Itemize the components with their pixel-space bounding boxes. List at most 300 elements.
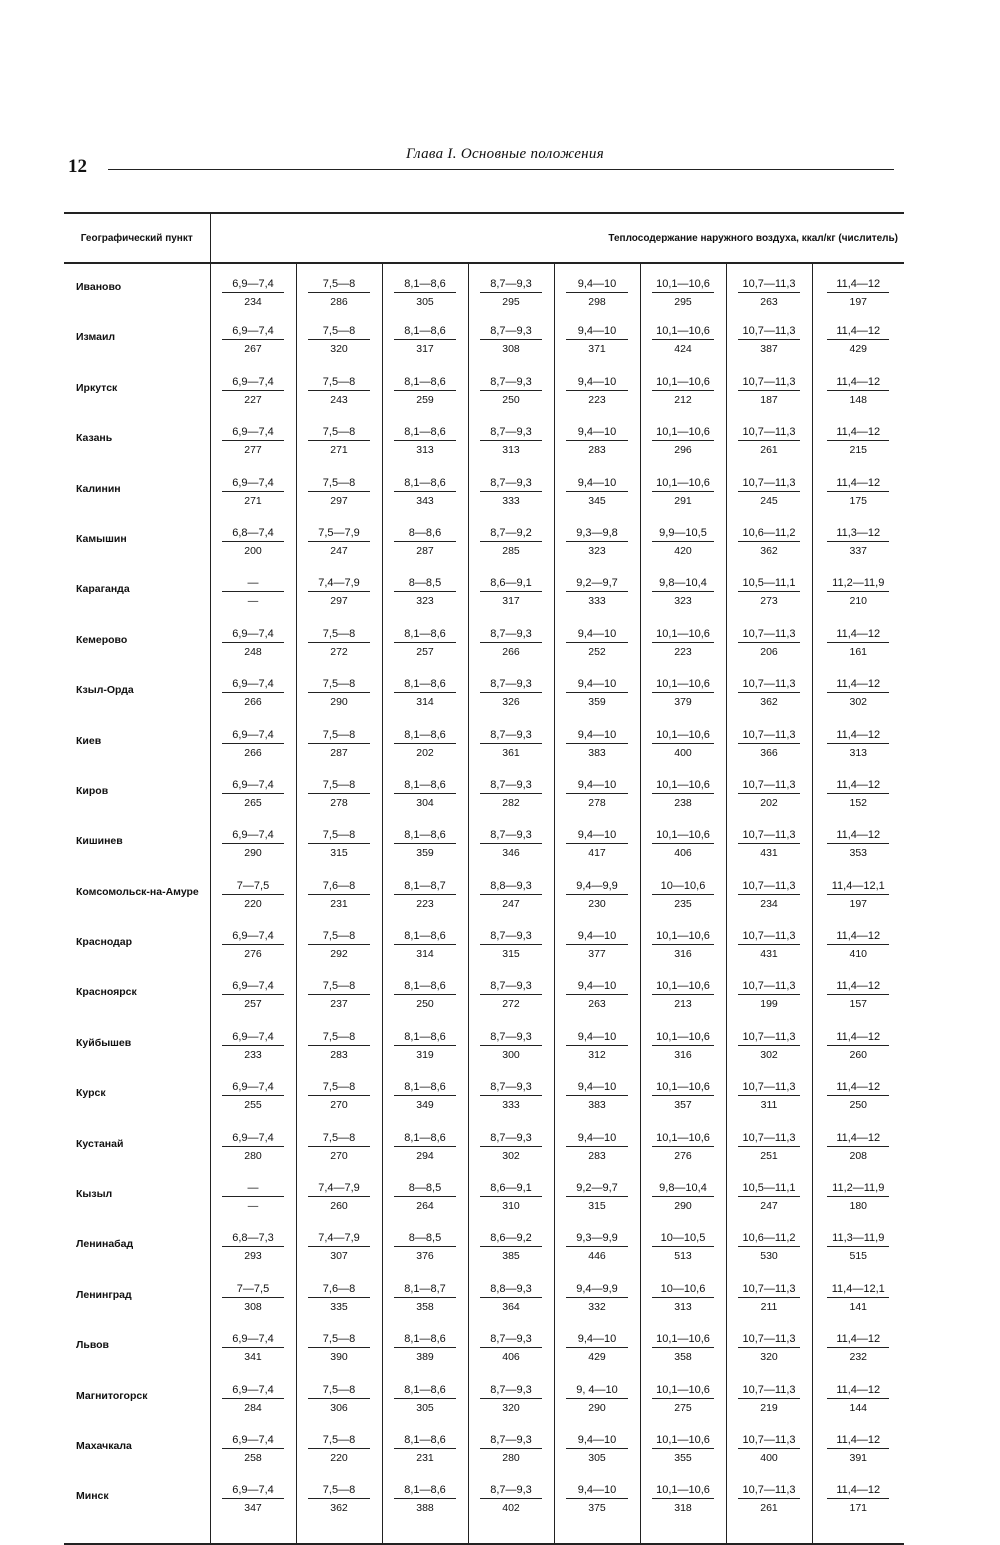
enthalpy-range: 6,9—7,4	[222, 1080, 284, 1096]
fraction	[827, 324, 889, 356]
hours-count: 362	[330, 1502, 348, 1515]
enthalpy-range: 10,7—11,3	[738, 1030, 800, 1046]
fraction	[394, 979, 456, 1011]
hours-count: 259	[416, 393, 434, 406]
place-name: Киев	[76, 734, 102, 747]
value-cell	[554, 723, 640, 773]
enthalpy-range: 8,1—8,7	[394, 1282, 456, 1298]
fraction	[394, 778, 456, 810]
hours-count: 266	[244, 746, 262, 759]
fraction	[566, 627, 628, 659]
enthalpy-range: 8,7—9,3	[480, 1131, 542, 1147]
fraction	[827, 979, 889, 1011]
value-cell	[468, 672, 554, 722]
enthalpy-range: 7,5—8	[308, 1483, 370, 1499]
hours-count: 275	[674, 1401, 692, 1414]
hours-count: 206	[760, 645, 778, 658]
enthalpy-range: 10,7—11,3	[738, 728, 800, 744]
value-cell	[210, 924, 296, 974]
value-cell	[468, 1478, 554, 1544]
enthalpy-range: 8,1—8,6	[394, 627, 456, 643]
fraction	[394, 677, 456, 709]
hours-count: 298	[588, 296, 606, 308]
fraction	[566, 526, 628, 558]
enthalpy-range: 6,9—7,4	[222, 1131, 284, 1147]
fraction	[566, 1282, 628, 1314]
fraction	[738, 1231, 800, 1263]
fraction	[308, 1483, 370, 1515]
value-cell	[726, 420, 812, 470]
enthalpy-range: 11,4—12	[827, 979, 889, 995]
hours-count: 197	[849, 296, 868, 308]
enthalpy-range: 8,8—9,3	[480, 879, 542, 895]
value-cell	[468, 773, 554, 823]
fraction	[566, 828, 628, 860]
table-row	[64, 773, 904, 823]
hours-count: 295	[674, 296, 692, 308]
value-cell	[640, 1226, 726, 1276]
value-cell	[726, 723, 812, 773]
hours-count: 202	[416, 746, 434, 759]
fraction	[827, 677, 889, 709]
fraction	[222, 576, 284, 608]
enthalpy-range: 10,7—11,3	[738, 1483, 800, 1499]
fraction	[480, 1231, 542, 1263]
fraction	[222, 929, 284, 961]
enthalpy-range: 7,5—8	[308, 425, 370, 441]
fraction	[480, 929, 542, 961]
fraction	[827, 778, 889, 810]
fraction	[566, 425, 628, 457]
hours-count: 305	[416, 296, 434, 308]
value-cell	[554, 521, 640, 571]
hours-count: 313	[849, 746, 868, 759]
fraction	[308, 375, 370, 407]
hours-count: 347	[244, 1502, 262, 1515]
fraction	[738, 1433, 800, 1465]
fraction	[222, 324, 284, 356]
hours-count: 144	[849, 1401, 868, 1414]
value-cell	[812, 1428, 904, 1478]
value-cell	[296, 874, 382, 924]
fraction	[222, 526, 284, 558]
hours-count: 313	[416, 444, 434, 457]
value-cell	[468, 319, 554, 369]
value-cell	[554, 974, 640, 1024]
hours-count: 311	[760, 1099, 778, 1112]
value-cell	[554, 319, 640, 369]
table-row	[64, 571, 904, 621]
enthalpy-range: 11,4—12	[827, 1483, 889, 1499]
fraction	[222, 1282, 284, 1314]
enthalpy-range: 6,9—7,4	[222, 778, 284, 794]
value-cell	[640, 571, 726, 621]
enthalpy-range: 8,7—9,3	[480, 1030, 542, 1046]
enthalpy-range: 11,4—12	[827, 929, 889, 945]
hours-count: 223	[588, 393, 606, 406]
enthalpy-range: 8,8—9,3	[480, 1282, 542, 1298]
fraction	[738, 1131, 800, 1163]
hours-count: 362	[760, 544, 778, 557]
enthalpy-range: 10—10,6	[652, 879, 714, 895]
enthalpy-range: 8,1—8,6	[394, 1433, 456, 1449]
hours-count: 317	[502, 595, 520, 608]
fraction	[738, 425, 800, 457]
enthalpy-range: 11,4—12	[827, 1080, 889, 1096]
hours-count: 277	[244, 444, 262, 457]
value-cell	[726, 263, 812, 319]
hours-count: 304	[416, 796, 434, 809]
fraction	[738, 576, 800, 608]
value-cell	[210, 622, 296, 672]
enthalpy-range: 6,9—7,4	[222, 1433, 284, 1449]
hours-count: 420	[674, 544, 692, 557]
fraction	[652, 277, 714, 309]
enthalpy-range: 9,2—9,7	[566, 1181, 628, 1197]
enthalpy-range: 10,1—10,6	[652, 1483, 714, 1499]
enthalpy-range: 9,2—9,7	[566, 576, 628, 592]
hours-count: 248	[244, 645, 262, 658]
hours-count: 315	[330, 847, 348, 860]
fraction	[222, 778, 284, 810]
value-cell	[554, 1025, 640, 1075]
hours-count: 406	[674, 847, 692, 860]
table-row	[64, 370, 904, 420]
enthalpy-range: 6,9—7,4	[222, 1383, 284, 1399]
hours-count: 271	[330, 444, 348, 457]
hours-count: 295	[502, 296, 520, 308]
hours-count: 260	[849, 1048, 868, 1061]
fraction	[308, 324, 370, 356]
fraction	[480, 728, 542, 760]
hours-count: 291	[674, 494, 692, 507]
value-cell	[726, 1075, 812, 1125]
table-row	[64, 420, 904, 470]
hours-count: 283	[330, 1048, 348, 1061]
enthalpy-range: 6,9—7,4	[222, 1030, 284, 1046]
fraction	[566, 728, 628, 760]
hours-count: 171	[849, 1502, 868, 1515]
value-cell	[210, 1327, 296, 1377]
value-cell	[468, 924, 554, 974]
place-name: Краснодар	[76, 936, 133, 949]
hours-count: 385	[502, 1250, 520, 1263]
enthalpy-range: 6,9—7,4	[222, 728, 284, 744]
fraction	[308, 728, 370, 760]
fraction	[394, 576, 456, 608]
fraction	[394, 1231, 456, 1263]
fraction	[566, 1433, 628, 1465]
fraction	[827, 476, 889, 508]
hours-count: 180	[849, 1200, 868, 1213]
hours-count: 515	[849, 1250, 868, 1263]
value-cell	[726, 1126, 812, 1176]
value-cell	[210, 521, 296, 571]
hours-count: 417	[588, 847, 606, 860]
enthalpy-range: 8,1—8,6	[394, 979, 456, 995]
enthalpy-table	[64, 212, 904, 1545]
value-cell	[296, 1478, 382, 1544]
fraction	[738, 778, 800, 810]
enthalpy-range: 8,7—9,3	[480, 375, 542, 391]
value-cell	[468, 723, 554, 773]
hours-count: 252	[588, 645, 606, 658]
hours-count: 358	[674, 1351, 692, 1364]
hours-count: 270	[330, 1149, 348, 1162]
fraction	[738, 677, 800, 709]
value-cell	[726, 1226, 812, 1276]
enthalpy-range: 10,7—11,3	[738, 476, 800, 492]
table-row	[64, 1428, 904, 1478]
fraction	[222, 828, 284, 860]
value-cell	[640, 974, 726, 1024]
value-cell	[640, 1327, 726, 1377]
enthalpy-range: 11,4—12	[827, 627, 889, 643]
fraction	[738, 627, 800, 659]
fraction	[566, 778, 628, 810]
fraction	[394, 277, 456, 309]
value-cell	[812, 1226, 904, 1276]
hours-count: 202	[760, 796, 778, 809]
enthalpy-range: 10,7—11,3	[738, 1383, 800, 1399]
hours-count: 270	[330, 1099, 348, 1112]
hours-count: 362	[760, 696, 778, 709]
fraction	[222, 425, 284, 457]
fraction	[566, 879, 628, 911]
hours-count: 402	[502, 1502, 520, 1515]
value-cell	[812, 874, 904, 924]
enthalpy-range: 10,1—10,6	[652, 929, 714, 945]
enthalpy-range: 10,1—10,6	[652, 1383, 714, 1399]
value-cell	[640, 370, 726, 420]
value-cell	[554, 420, 640, 470]
value-cell	[382, 1428, 468, 1478]
value-cell	[382, 672, 468, 722]
place-column-header: Географический пункт	[64, 213, 210, 263]
hours-count: 390	[330, 1351, 348, 1364]
table-row	[64, 672, 904, 722]
value-cell	[554, 622, 640, 672]
hours-count: 287	[330, 746, 348, 759]
fraction	[394, 324, 456, 356]
fraction	[738, 728, 800, 760]
fraction	[738, 476, 800, 508]
fraction	[480, 1030, 542, 1062]
header-rule	[108, 169, 894, 170]
enthalpy-range: 8,1—8,6	[394, 425, 456, 441]
fraction	[738, 324, 800, 356]
value-cell	[468, 874, 554, 924]
hours-count: 294	[416, 1149, 434, 1162]
place-name: Измаил	[76, 331, 116, 344]
fraction	[308, 425, 370, 457]
enthalpy-range: 10,1—10,6	[652, 828, 714, 844]
fraction	[308, 828, 370, 860]
hours-count: 231	[416, 1451, 434, 1464]
value-cell	[726, 571, 812, 621]
value-cell	[554, 1226, 640, 1276]
enthalpy-range: 8,1—8,6	[394, 1080, 456, 1096]
fraction	[480, 1080, 542, 1112]
hours-count: 297	[330, 494, 348, 507]
hours-count: 353	[849, 847, 868, 860]
hours-count: 227	[244, 393, 262, 406]
hours-count: 290	[244, 847, 262, 860]
fraction	[652, 1131, 714, 1163]
value-cell	[640, 1075, 726, 1125]
hours-count: 361	[502, 746, 520, 759]
fraction	[827, 879, 889, 911]
value-cell	[382, 1176, 468, 1226]
value-cell	[210, 1176, 296, 1226]
table-row	[64, 1378, 904, 1428]
value-cell	[554, 672, 640, 722]
place-name: Красноярск	[76, 986, 137, 999]
place-name: Иркутск	[76, 381, 118, 394]
hours-count: 212	[674, 393, 692, 406]
fraction	[566, 1231, 628, 1263]
place-name: Кустанай	[76, 1137, 124, 1150]
fraction	[652, 677, 714, 709]
fraction	[827, 1181, 889, 1213]
fraction	[738, 1080, 800, 1112]
enthalpy-range: 8—8,6	[394, 526, 456, 542]
place-name: Львов	[76, 1339, 110, 1352]
fraction	[480, 677, 542, 709]
fraction	[480, 828, 542, 860]
fraction	[222, 375, 284, 407]
hours-count: 431	[760, 948, 778, 961]
enthalpy-range: 8,6—9,2	[480, 1231, 542, 1247]
value-cell	[468, 1428, 554, 1478]
value-cell	[640, 924, 726, 974]
enthalpy-range: 11,2—11,9	[827, 1181, 889, 1197]
value-cell	[210, 1226, 296, 1276]
enthalpy-range: 8,1—8,6	[394, 476, 456, 492]
place-name: Калинин	[76, 482, 121, 495]
fraction	[652, 476, 714, 508]
enthalpy-range: 11,4—12	[827, 728, 889, 744]
fraction	[652, 1383, 714, 1415]
fraction	[827, 1282, 889, 1314]
enthalpy-range: 11,4—12	[827, 828, 889, 844]
hours-count: 323	[674, 595, 692, 608]
hours-count: 305	[416, 1401, 434, 1414]
fraction	[652, 979, 714, 1011]
hours-count: 272	[502, 998, 520, 1011]
enthalpy-range: 8,7—9,3	[480, 929, 542, 945]
enthalpy-range: 9,4—10	[566, 324, 628, 340]
enthalpy-range: 8,1—8,6	[394, 778, 456, 794]
enthalpy-range: 9,8—10,4	[652, 1181, 714, 1197]
hours-count: 235	[674, 897, 692, 910]
value-cell	[640, 672, 726, 722]
enthalpy-range: 6,9—7,4	[222, 425, 284, 441]
hours-count: 208	[849, 1149, 868, 1162]
fraction	[566, 1383, 628, 1415]
enthalpy-range: 9,4—10	[566, 1433, 628, 1449]
fraction	[308, 476, 370, 508]
enthalpy-range: 8—8,5	[394, 576, 456, 592]
hours-count: 280	[502, 1451, 520, 1464]
fraction	[394, 728, 456, 760]
value-cell	[812, 672, 904, 722]
hours-count: 323	[416, 595, 434, 608]
fraction	[480, 778, 542, 810]
value-cell	[812, 1126, 904, 1176]
enthalpy-range: 10,1—10,6	[652, 277, 714, 293]
fraction	[738, 375, 800, 407]
fraction	[394, 375, 456, 407]
fraction	[394, 1131, 456, 1163]
fraction	[480, 476, 542, 508]
enthalpy-range: 9,4—10	[566, 979, 628, 995]
value-cell	[382, 874, 468, 924]
value-cell	[296, 823, 382, 873]
value-cell	[812, 823, 904, 873]
fraction	[566, 1181, 628, 1213]
enthalpy-range: 10,1—10,6	[652, 1332, 714, 1348]
fraction	[738, 1181, 800, 1213]
value-cell	[554, 1176, 640, 1226]
value-cell	[382, 622, 468, 672]
hours-count: 379	[674, 696, 692, 709]
value-cell	[296, 672, 382, 722]
hours-count: 152	[849, 796, 868, 809]
fraction	[566, 1483, 628, 1515]
enthalpy-range: 6,9—7,4	[222, 1483, 284, 1499]
hours-count: 278	[588, 796, 606, 809]
enthalpy-range: 9,4—10	[566, 828, 628, 844]
place-name: Ленинабад	[76, 1238, 134, 1251]
hours-count: 273	[760, 595, 778, 608]
fraction	[566, 375, 628, 407]
value-cell	[640, 1277, 726, 1327]
page-number: 12	[68, 156, 87, 177]
value-cell	[468, 370, 554, 420]
hours-count: 283	[588, 444, 606, 457]
hours-count: 302	[849, 696, 868, 709]
value-cell	[468, 1176, 554, 1226]
fraction	[308, 1030, 370, 1062]
value-cell	[554, 1075, 640, 1125]
value-cell	[210, 1277, 296, 1327]
hours-count: 292	[330, 948, 348, 961]
value-cell	[726, 1327, 812, 1377]
enthalpy-range: 7,6—8	[308, 1282, 370, 1298]
enthalpy-range: 10,7—11,3	[738, 879, 800, 895]
fraction	[652, 929, 714, 961]
enthalpy-range: 7—7,5	[222, 879, 284, 895]
fraction	[652, 375, 714, 407]
value-cell	[812, 319, 904, 369]
value-cell	[210, 1428, 296, 1478]
enthalpy-range: 10,1—10,6	[652, 627, 714, 643]
value-cell	[640, 1025, 726, 1075]
hours-count: 278	[330, 796, 348, 809]
fraction	[566, 324, 628, 356]
fraction	[222, 728, 284, 760]
enthalpy-range: 10,1—10,6	[652, 1433, 714, 1449]
hours-count: 364	[502, 1300, 520, 1313]
value-cell	[382, 370, 468, 420]
enthalpy-range: 10,1—10,6	[652, 1131, 714, 1147]
value-cell	[296, 521, 382, 571]
enthalpy-range: 10,1—10,6	[652, 1080, 714, 1096]
place-name: Кемерово	[76, 633, 128, 646]
enthalpy-range: 11,2—11,9	[827, 576, 889, 592]
fraction	[480, 324, 542, 356]
